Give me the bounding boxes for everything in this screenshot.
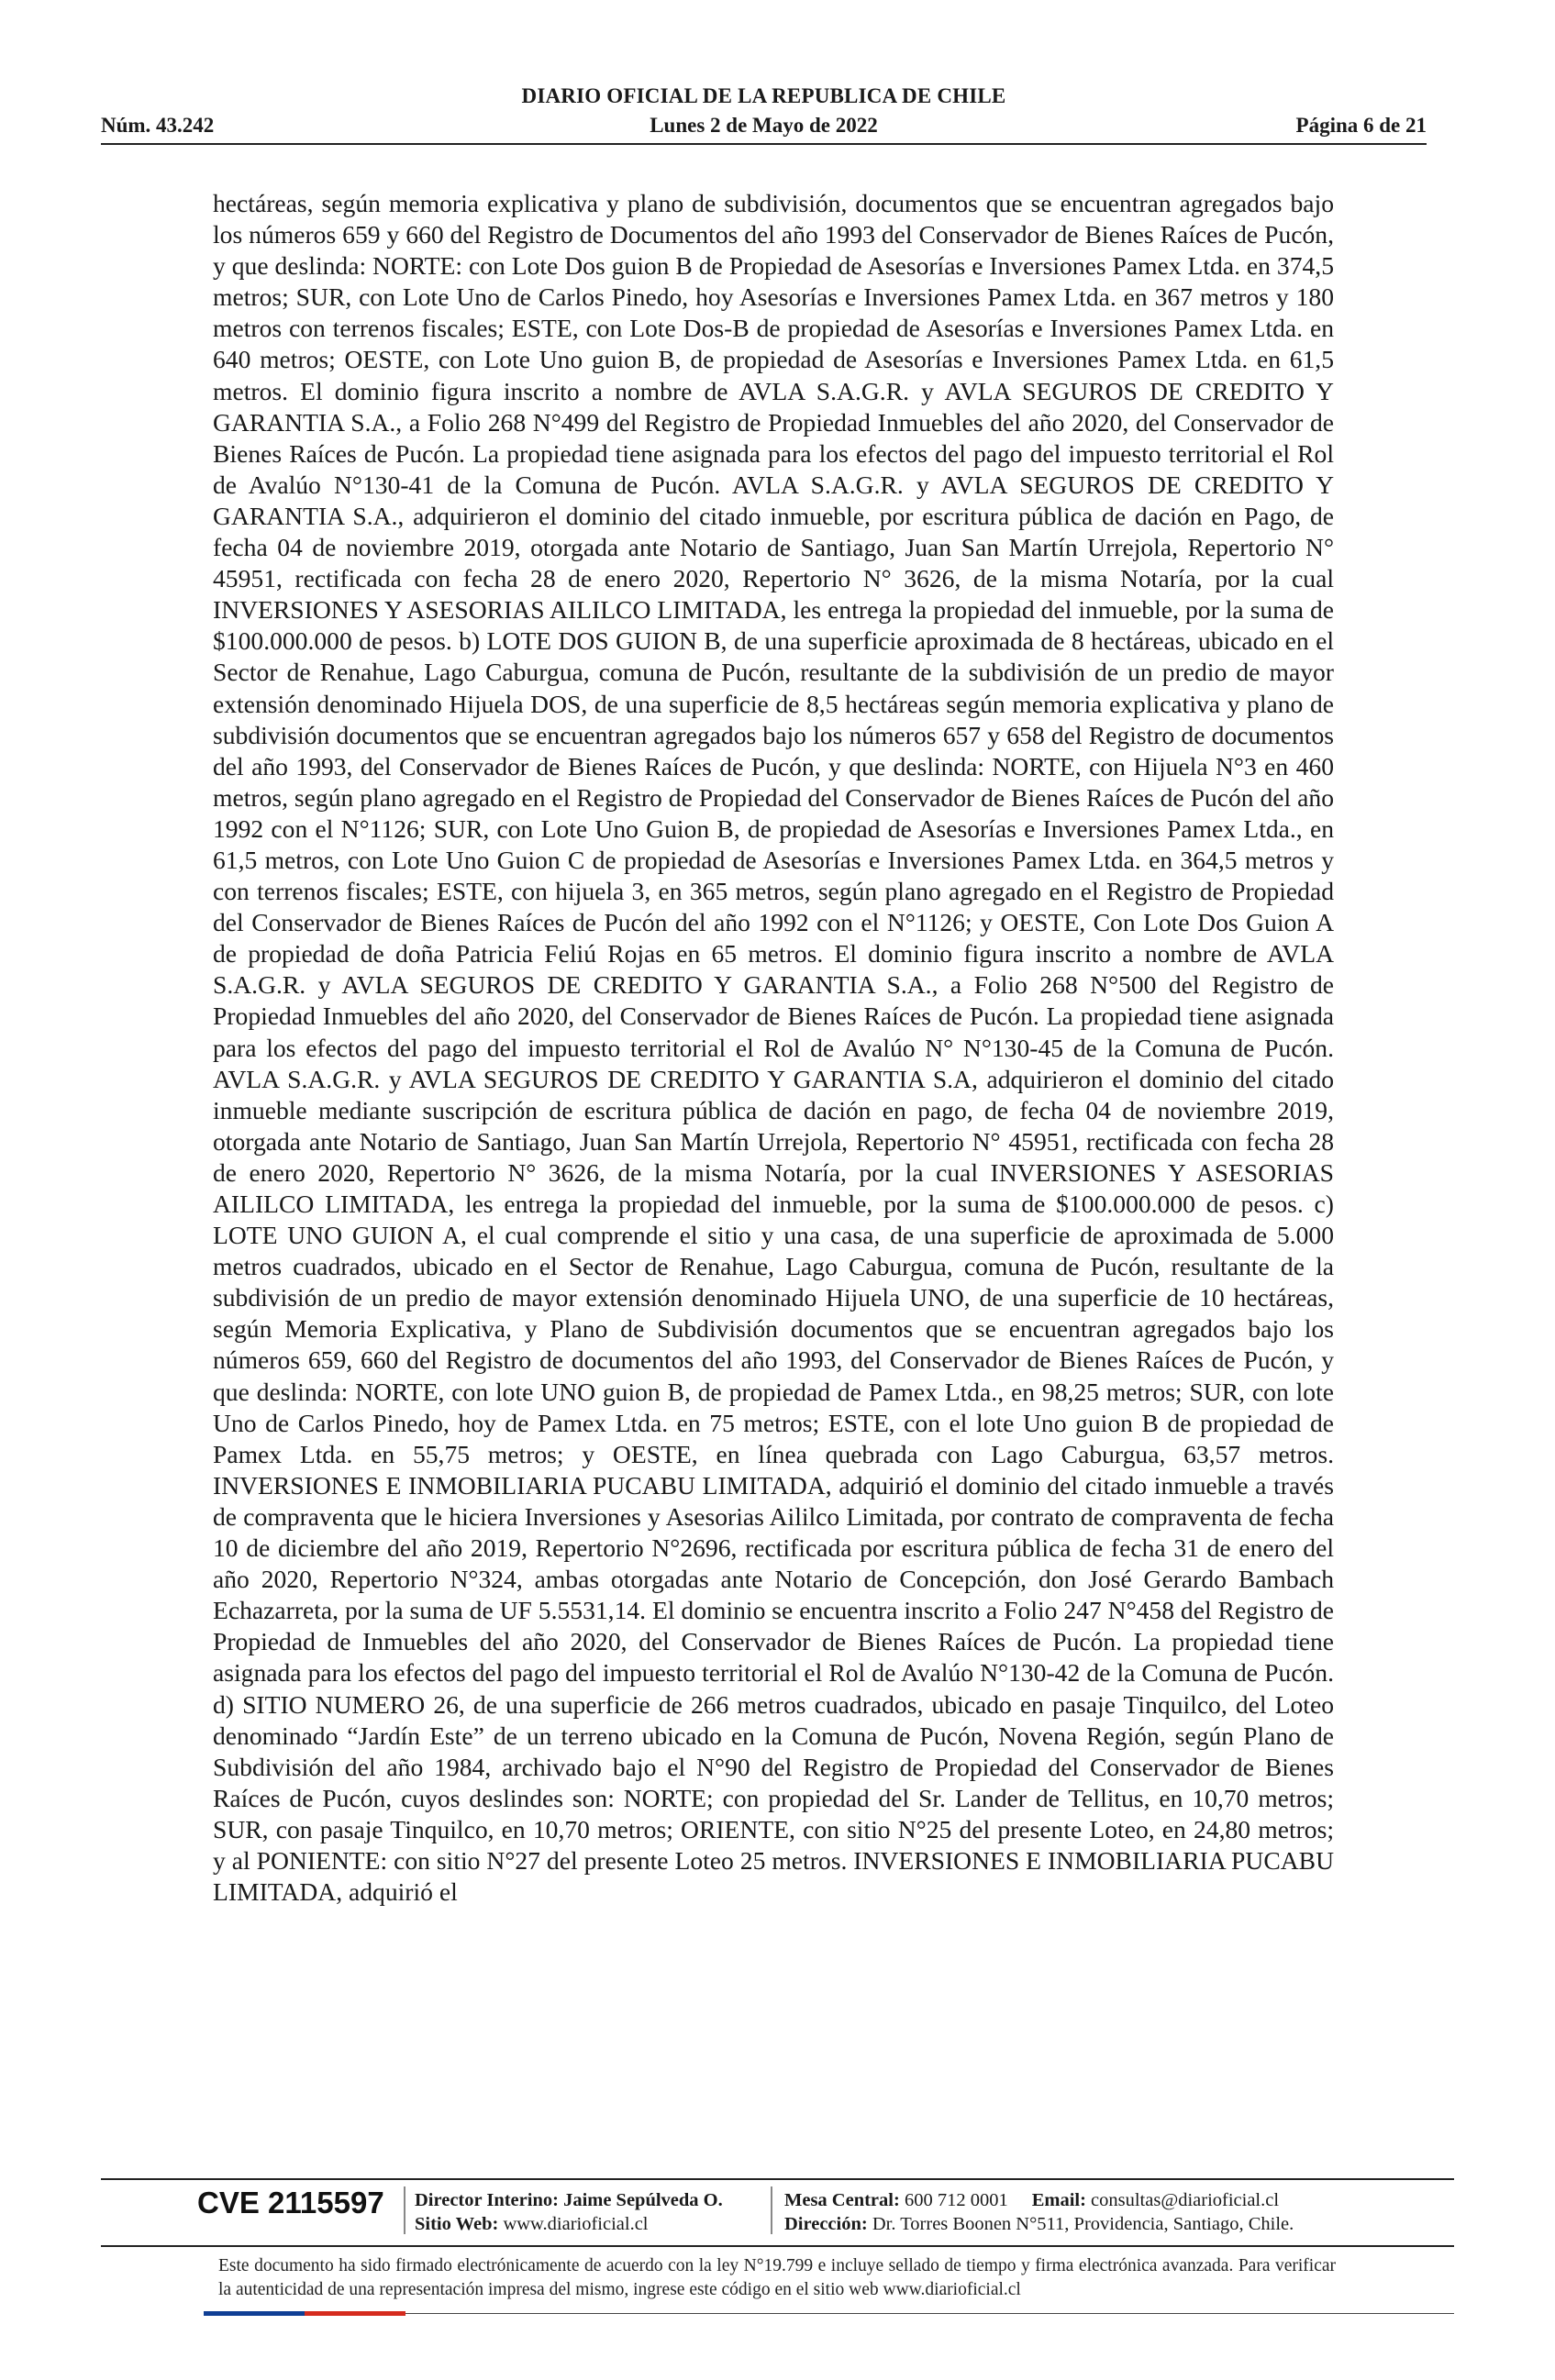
footer-contact-block <box>784 2188 1294 2236</box>
flag-red-segment <box>305 2311 405 2316</box>
issue-number: Núm. 43.242 <box>101 114 215 137</box>
email-link[interactable]: consultas@diarioficial.cl <box>1091 2190 1280 2210</box>
phone-label: Mesa Central: <box>784 2190 900 2210</box>
issue-date: Lunes 2 de Mayo de 2022 <box>650 114 878 137</box>
footer-director-block <box>415 2188 723 2236</box>
footer-separator <box>404 2186 405 2234</box>
email-label: Email: <box>1031 2190 1086 2210</box>
website-link[interactable]: www.diarioficial.cl <box>503 2214 649 2234</box>
director-name: Jaime Sepúlveda O. <box>563 2190 723 2210</box>
body-paragraph: hectáreas, según memoria explicativa y plano de subdivisión, documentos que se encuentran agregados bajo los números 659 y 660 del Registro de Documentos del año 1993 del Conservador de Bienes Raíces de Pucón, y que deslinda: NORTE: con Lote Dos guion B de Propiedad de Asesorías e Inversiones Pamex Ltda. en 374,5 metros; SUR, con Lote Uno de Carlos Pinedo, hoy Asesorías e Inversiones Pamex Ltda. en 367 metros y 180 metros con terrenos fiscales; ESTE, con Lote Dos-B de propiedad de Asesorías e Inversiones Pamex Ltda. en 640 metros; OESTE, con Lote Uno guion B, de propiedad de Asesorías e Inversiones Pamex Ltda. en 61,5 metros. El dominio figura inscrito a nombre de AVLA S.A.G.R. y AVLA SEGUROS DE CREDITO Y GARANTIA S.A., a Folio 268 N°499 del Registro de Propiedad Inmuebles del año 2020, del Conservador de Bienes Raíces de Pucón. La propiedad tiene asignada para los efectos del pago del impuesto territorial el Rol de Avalúo N°130-41 de la Comuna de Pucón. AVLA S.A.G.R. y AVLA SEGUROS DE CREDITO Y GARANTIA S.A., adquirieron el dominio del citado inmueble, por escritura pública de dación en Pago, de fecha 04 de noviembre 2019, otorgada ante Notario de Santiago, Juan San Martín Urrejola, Repertorio N° 45951, rectificada con fecha 28 de enero 2020, Repertorio N° 3626, de la misma Notaría, por la cual INVERSIONES Y ASESORIAS AILILCO LIMITADA, les entrega la propiedad del inmueble, por la suma de $100.000.000 de pesos. b) LOTE DOS GUION B, de una superficie aproximada de 8 hectáreas, ubicado en el Sector de Renahue, Lago Caburgua, comuna de Pucón, resultante de la subdivisión de un predio de mayor extensión denominado Hijuela DOS, de una superficie de 8,5 hectáreas según memoria explicativa y plano de subdivisión documentos que se encuentran agregados bajo los números 657 y 658 del Registro de documentos del año 1993, del Conservador de Bienes Raíces de Pucón, y que deslinda: NORTE, con Hijuela N°3 en 460 metros, según plano agregado en el Registro de Propiedad del Conservador de Bienes Raíces de Pucón del año 1992 con el N°1126; SUR, con Lote Uno Guion B, de propiedad de Asesorías e Inversiones Pamex Ltda., en 61,5 metros, con Lote Uno Guion C de propiedad de Asesorías e Inversiones Pamex Ltda. en 364,5 metros y con terrenos fiscales; ESTE, con hijuela 3, en 365 metros, según plano agregado en el Registro de Propiedad del Conservador de Bienes Raíces de Pucón del año 1992 con el N°1126; y OESTE, Con Lote Dos Guion A de propiedad de doña Patricia Feliú Rojas en 65 metros. El dominio figura inscrito a nombre de AVLA S.A.G.R. y AVLA SEGUROS DE CREDITO Y GARANTIA S.A., a Folio 268 N°500 del Registro de Propiedad Inmuebles del año 2020, del Conservador de Bienes Raíces de Pucón. La propiedad tiene asignada para los efectos del pago del impuesto territorial el Rol de Avalúo N° N°130-45 de la Comuna de Pucón. AVLA S.A.G.R. y AVLA SEGUROS DE CREDITO Y GARANTIA S.A, adquirieron el dominio del citado inmueble mediante suscripción de escritura pública de dación en pago, de fecha 04 de noviembre 2019, otorgada ante Notario de Santiago, Juan San Martín Urrejola, Repertorio N° 45951, rectificada con fecha 28 de enero 2020, Repertorio N° 3626, de la misma Notaría, por la cual INVERSIONES Y ASESORIAS AILILCO LIMITADA, les entrega la propiedad del inmueble, por la suma de $100.000.000 de pesos. c) LOTE UNO GUION A, el cual comprende el sitio y una casa, de una superficie de aproximada de 5.000 metros cuadrados, ubicado en el Sector de Renahue, Lago Caburgua, comuna de Pucón, resultante de la subdivisión de un predio de mayor extensión denominado Hijuela UNO, de una superficie de 10 hectáreas, según Memoria Explicativa, y Plano de Subdivisión documentos que se encuentran agregados bajo los números 659, 660 del Registro de documentos del año 1993, del Conservador de Bienes Raíces de Pucón, y que deslinda: NORTE, con lote UNO guion B, de propiedad de Pamex Ltda., en 98,25 metros; SUR, con lote Uno de Carlos Pinedo, hoy de Pamex Ltda. en 75 metros; ESTE, con el lote Uno guion B de propiedad de Pamex Ltda. en 55,75 metros; y OESTE, en línea quebrada con Lago Caburgua, 63,57 metros. INVERSIONES E INMOBILIARIA PUCABU LIMITADA, adquirió el dominio del citado inmueble a través de compraventa que le hiciera Inversiones y Asesorias Aililco Limitada, por contrato de compraventa de fecha 10 de diciembre del año 2019, Repertorio N°2696, rectificada por escritura pública de fecha 31 de enero del año 2020, Repertorio N°324, ambas otorgadas ante Notario de Concepción, don José Gerardo Bambach Echazarreta, por la suma de UF 5.5531,14. El dominio se encuentra inscrito a Folio 247 N°458 del Registro de Propiedad de Inmuebles del año 2020, del Conservador de Bienes Raíces de Pucón. La propiedad tiene asignada para los efectos del pago del impuesto territorial el Rol de Avalúo N°130-42 de la Comuna de Pucón. d) SITIO NUMERO 26, de una superficie de 266 metros cuadrados, ubicado en pasaje Tinquilco, del Loteo denominado “Jardín Este” de un terreno ubicado en la Comuna de Pucón, Novena Región, según Plano de Subdivisión del año 1984, archivado bajo el N°90 del Registro de Propiedad del Conservador de Bienes Raíces de Pucón, cuyos deslindes son: NORTE; con propiedad del Sr. Lander de Tellitus, en 10,70 metros; SUR, con pasaje Tinquilco, en 10,70 metros; ORIENTE, con sitio N°25 del presente Loteo, en 24,80 metros; y al PONIENTE: con sitio N°27 del presente Loteo 25 metros. INVERSIONES E INMOBILIARIA PUCABU LIMITADA, adquirió el <box>213 189 1334 1907</box>
footer-divider-top <box>101 2178 1454 2180</box>
address-label: Dirección: <box>784 2214 868 2234</box>
document-body <box>213 188 1334 1908</box>
page-number: Página 6 de 21 <box>1295 114 1427 137</box>
director-label: Director Interino: <box>415 2190 559 2210</box>
flag-blue-segment <box>204 2311 305 2316</box>
footer-divider-bottom <box>405 2313 1454 2314</box>
phone-number: 600 712 0001 <box>904 2190 1008 2210</box>
masthead-title: DIARIO OFICIAL DE LA REPUBLICA DE CHILE <box>521 84 1006 107</box>
address-text: Dr. Torres Boonen N°511, Providencia, Santiago, Chile. <box>872 2214 1294 2234</box>
footer-divider-middle <box>101 2245 1454 2247</box>
footer-separator <box>771 2186 772 2234</box>
chile-flag-bar <box>204 2311 405 2316</box>
website-label: Sitio Web: <box>415 2214 499 2234</box>
cve-code: CVE 2115597 <box>197 2186 384 2219</box>
page-header <box>101 84 1427 158</box>
legal-notice: Este documento ha sido firmado electrónicamente de acuerdo con la ley N°19.799 e incluye sellado de tiempo y firma electrónica avanzada. Para verificar la autenticidad de una representación impresa del mismo, ingrese este código en el sitio web www.diarioficial.cl <box>218 2256 1336 2299</box>
header-divider <box>101 143 1427 145</box>
